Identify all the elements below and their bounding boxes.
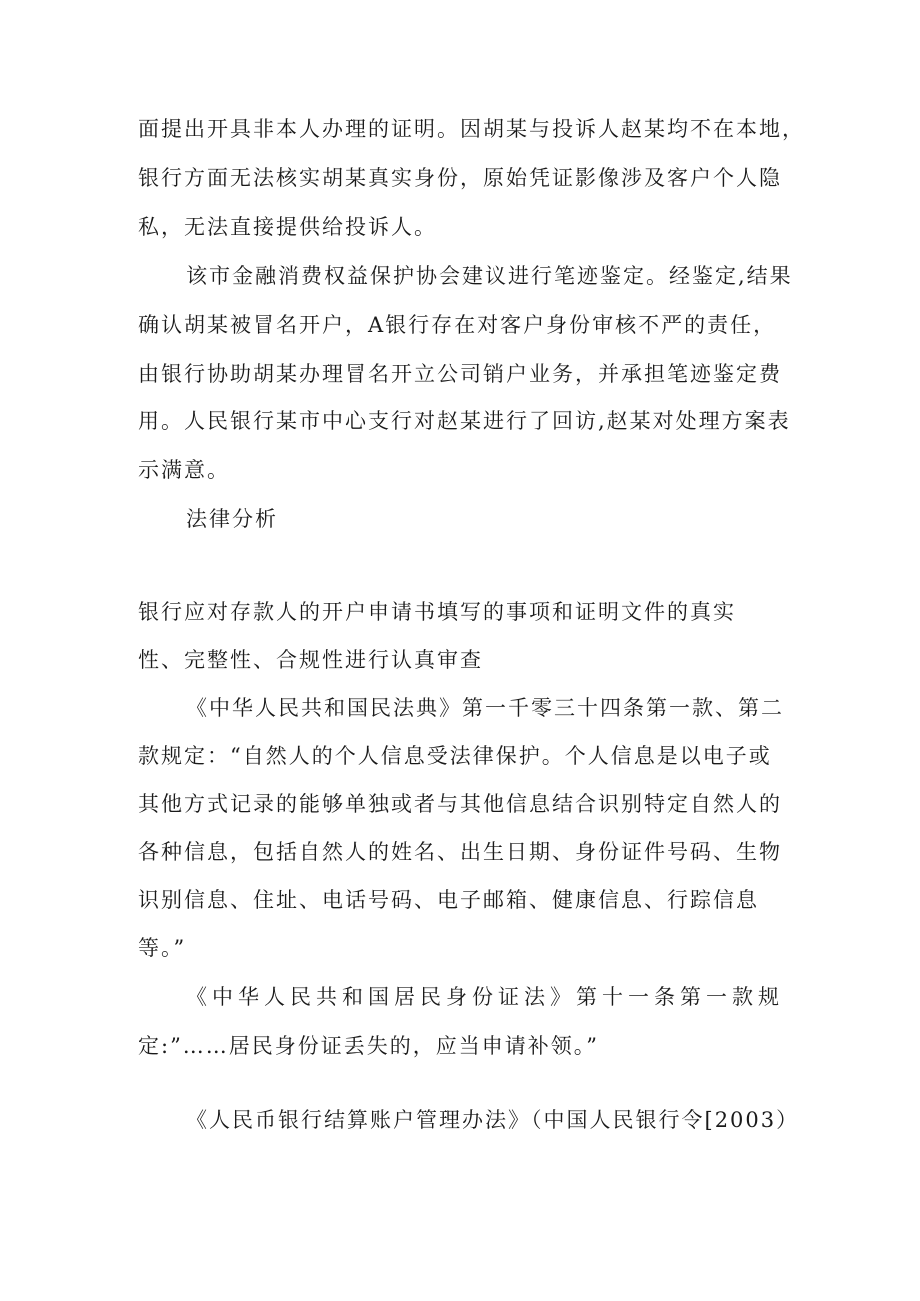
paragraph-line: 该市金融消费权益保护协会建议进行笔迹鉴定。经鉴定,结果	[186, 264, 793, 288]
paragraph-line: 定:”……居民身份证丢失的，应当申请补领。”	[138, 1034, 600, 1058]
paragraph-line: 等。”	[138, 936, 187, 960]
paragraph-line: 面提出开具非本人办理的证明。因胡某与投诉人赵某均不在本地，	[138, 117, 805, 141]
section-heading: 法律分析	[186, 507, 278, 531]
paragraph-line: 《中华人民共和国民法典》第一千零三十四条第一款、第二	[186, 696, 784, 720]
paragraph-line: 《中华人民共和国居民身份证法》第十一条第一款规	[186, 985, 784, 1009]
paragraph-line: 其他方式记录的能够单独或者与其他信息结合识别特定自然人的	[138, 792, 782, 816]
paragraph-line: 示满意。	[138, 458, 230, 482]
paragraph-line: 款规定：“自然人的个人信息受法律保护。个人信息是以电子或	[138, 744, 772, 768]
paragraph-line: 银行应对存款人的开户申请书填写的事项和证明文件的真实	[138, 600, 736, 624]
paragraph-line: 用。人民银行某市中心支行对赵某进行了回访,赵某对处理方案表	[138, 409, 791, 433]
paragraph-line: 《人民币银行结算账户管理办法》（中国人民银行令[2003）	[186, 1108, 800, 1132]
paragraph-line: 私，无法直接提供给投诉人。	[138, 215, 437, 239]
paragraph-line: 确认胡某被冒名开户，A银行存在对客户身份审核不严的责任，	[138, 313, 777, 337]
paragraph-line: 银行方面无法核实胡某真实身份，原始凭证影像涉及客户个人隐	[138, 166, 782, 190]
paragraph-line: 性、完整性、合规性进行认真审查	[138, 648, 483, 672]
paragraph-line: 各种信息，包括自然人的姓名、出生日期、身份证件号码、生物	[138, 840, 782, 864]
paragraph-line: 识别信息、住址、电话号码、电子邮箱、健康信息、行踪信息	[138, 888, 759, 912]
paragraph-line: 由银行协助胡某办理冒名开立公司销户业务，并承担笔迹鉴定费	[138, 362, 782, 386]
